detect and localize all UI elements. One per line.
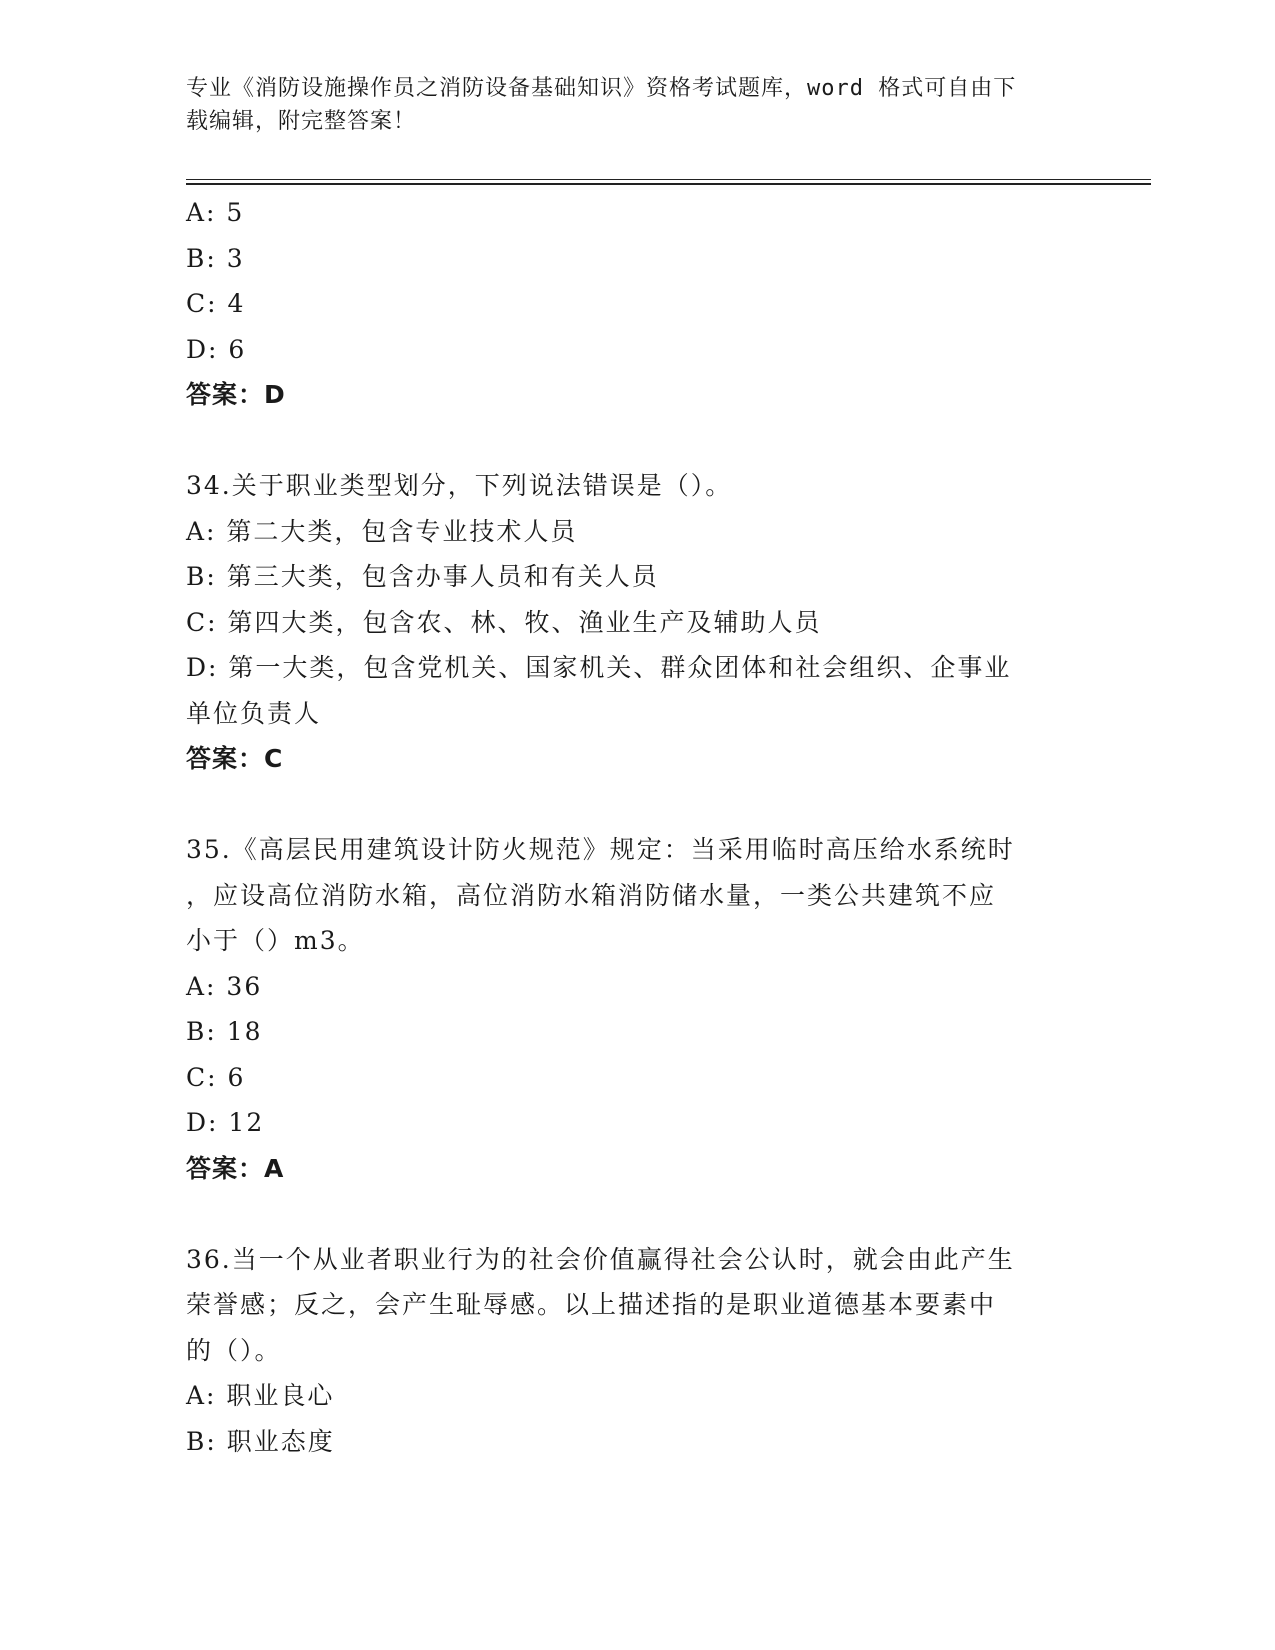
question-33 <box>186 190 1086 418</box>
question-stem: ，应设高位消防水箱，高位消防水箱消防储水量，一类公共建筑不应 <box>186 880 997 910</box>
option-d: D: 第一大类，包含党机关、国家机关、群众团体和社会组织、企事业 <box>186 653 1012 682</box>
question-stem: 的（）。 <box>186 1335 282 1365</box>
question-stem: 小于（）m3。 <box>186 926 365 955</box>
option-b: B: 18 <box>186 1017 263 1046</box>
question-36 <box>186 1237 1086 1465</box>
option-c: C: 第四大类，包含农、林、牧、渔业生产及辅助人员 <box>186 607 822 637</box>
option-d: D: 6 <box>186 334 247 364</box>
question-stem: 34.关于职业类型划分，下列说法错误是（）。 <box>186 471 733 500</box>
header-rule-thick <box>186 183 1151 185</box>
option-c: C: 6 <box>186 1062 246 1092</box>
question-stem: 35.《高层民用建筑设计防火规范》规定：当采用临时高压给水系统时 <box>186 835 1015 864</box>
header-rule-thin <box>186 179 1151 180</box>
question-34 <box>186 463 1086 782</box>
question-spacer <box>186 782 1086 828</box>
answer: 答案：A <box>186 1153 285 1183</box>
option-a: A: 36 <box>186 971 263 1001</box>
option-b: B: 第三大类，包含办事人员和有关人员 <box>186 562 659 591</box>
option-a: A: 第二大类，包含专业技术人员 <box>186 516 578 546</box>
option-d-continued: 单位负责人 <box>186 698 322 728</box>
option-c: C: 4 <box>186 289 246 318</box>
question-stem: 荣誉感；反之，会产生耻辱感。以上描述指的是职业道德基本要素中 <box>186 1290 997 1319</box>
answer: 答案：D <box>186 380 286 409</box>
question-spacer <box>186 418 1086 464</box>
question-35 <box>186 827 1086 1191</box>
header-line: 专业《消防设施操作员之消防设备基础知识》资格考试题库，word 格式可自由下 <box>186 76 1017 101</box>
option-b: B: 3 <box>186 243 245 273</box>
document-header <box>186 72 1076 138</box>
option-a: A: 5 <box>186 198 245 227</box>
option-b: B: 职业态度 <box>186 1426 335 1456</box>
question-stem: 36.当一个从业者职业行为的社会价值赢得社会公认时，就会由此产生 <box>186 1244 1015 1274</box>
answer: 答案：C <box>186 744 284 773</box>
option-a: A: 职业良心 <box>186 1381 335 1410</box>
document-body <box>186 190 1086 1464</box>
question-spacer <box>186 1191 1086 1237</box>
option-d: D: 12 <box>186 1108 265 1137</box>
header-line: 载编辑，附完整答案！ <box>186 109 417 134</box>
